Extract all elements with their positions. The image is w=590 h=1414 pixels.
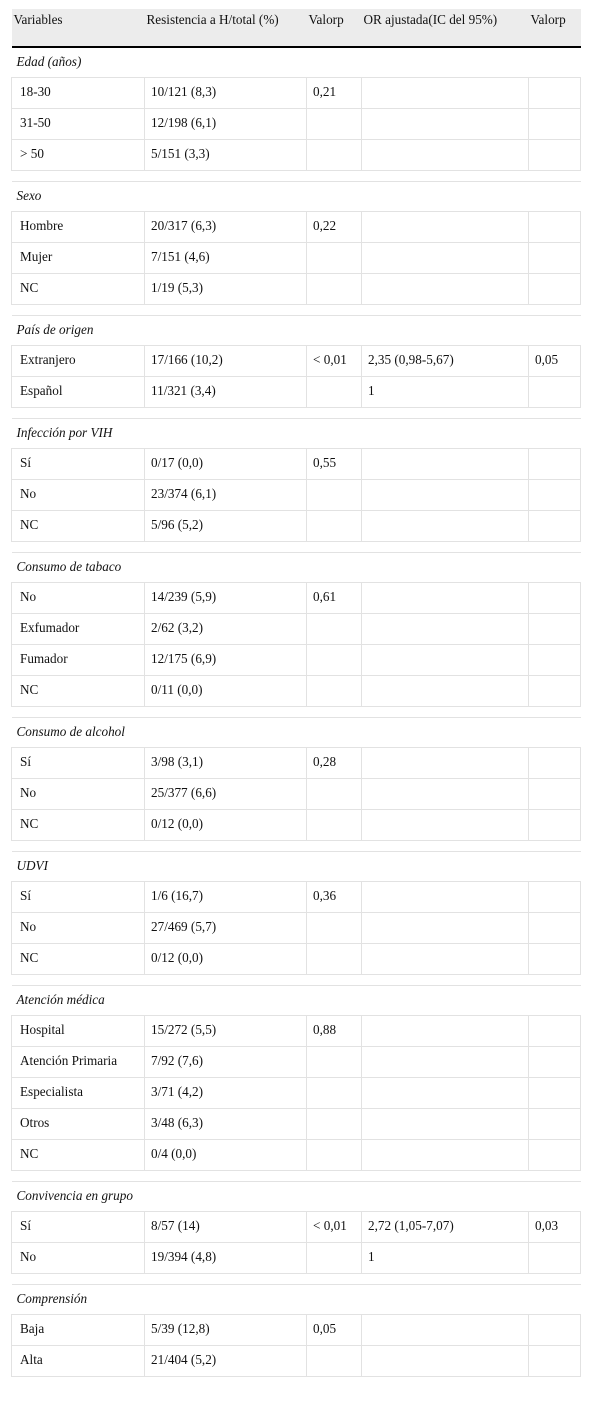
cell-resistance: 0/12 (0,0) xyxy=(145,944,307,975)
table-row xyxy=(12,748,581,779)
cell-resistance: 11/321 (3,4) xyxy=(145,377,307,408)
cell-adjusted-p-value: 0,05 xyxy=(529,346,581,377)
cell-adjusted-or xyxy=(362,1109,529,1140)
cell-adjusted-or xyxy=(362,243,529,274)
cell-adjusted-or xyxy=(362,810,529,841)
table-row xyxy=(12,645,581,676)
cell-variable: Español xyxy=(12,377,145,408)
cell-p-value xyxy=(307,1140,362,1171)
cell-variable: Baja xyxy=(12,1315,145,1346)
cell-resistance: 0/12 (0,0) xyxy=(145,810,307,841)
group-spacer-row xyxy=(12,841,581,852)
cell-adjusted-or xyxy=(362,1315,529,1346)
header-adjusted-or: OR ajustada(IC del 95%) xyxy=(362,9,529,47)
cell-resistance: 12/175 (6,9) xyxy=(145,645,307,676)
table-row xyxy=(12,109,581,140)
cell-p-value: < 0,01 xyxy=(307,1212,362,1243)
cell-adjusted-or: 2,72 (1,05-7,07) xyxy=(362,1212,529,1243)
table-row xyxy=(12,1243,581,1274)
cell-adjusted-p-value xyxy=(529,78,581,109)
cell-p-value: 0,36 xyxy=(307,882,362,913)
cell-p-value xyxy=(307,243,362,274)
cell-resistance: 3/98 (3,1) xyxy=(145,748,307,779)
cell-p-value xyxy=(307,109,362,140)
cell-resistance: 3/71 (4,2) xyxy=(145,1078,307,1109)
cell-p-value xyxy=(307,274,362,305)
table-header-row xyxy=(12,9,581,47)
table-row xyxy=(12,944,581,975)
cell-adjusted-p-value xyxy=(529,511,581,542)
table-row xyxy=(12,243,581,274)
group-title: Sexo xyxy=(12,182,581,212)
table-row xyxy=(12,583,581,614)
cell-adjusted-p-value xyxy=(529,377,581,408)
cell-adjusted-or xyxy=(362,1140,529,1171)
cell-resistance: 8/57 (14) xyxy=(145,1212,307,1243)
cell-variable: Sí xyxy=(12,882,145,913)
group-header-row xyxy=(12,47,581,78)
cell-resistance: 19/394 (4,8) xyxy=(145,1243,307,1274)
cell-p-value: < 0,01 xyxy=(307,346,362,377)
cell-resistance: 5/39 (12,8) xyxy=(145,1315,307,1346)
header-adjusted-p-value: Valorp xyxy=(529,9,581,47)
cell-adjusted-or xyxy=(362,511,529,542)
cell-resistance: 15/272 (5,5) xyxy=(145,1016,307,1047)
cell-variable: Sí xyxy=(12,449,145,480)
group-header-row xyxy=(12,986,581,1016)
group-header-row xyxy=(12,852,581,882)
cell-adjusted-or xyxy=(362,78,529,109)
cell-variable: Sí xyxy=(12,748,145,779)
table-row xyxy=(12,1315,581,1346)
table-row xyxy=(12,810,581,841)
table-row xyxy=(12,1109,581,1140)
cell-variable: Atención Primaria xyxy=(12,1047,145,1078)
cell-adjusted-p-value xyxy=(529,1315,581,1346)
cell-p-value: 0,55 xyxy=(307,449,362,480)
cell-resistance: 17/166 (10,2) xyxy=(145,346,307,377)
group-spacer xyxy=(12,408,581,419)
group-title: Convivencia en grupo xyxy=(12,1182,581,1212)
group-spacer-row xyxy=(12,305,581,316)
table-row xyxy=(12,212,581,243)
cell-adjusted-or xyxy=(362,779,529,810)
cell-resistance: 27/469 (5,7) xyxy=(145,913,307,944)
cell-adjusted-p-value xyxy=(529,109,581,140)
cell-adjusted-or: 1 xyxy=(362,1243,529,1274)
cell-p-value: 0,21 xyxy=(307,78,362,109)
cell-adjusted-or xyxy=(362,913,529,944)
cell-adjusted-or xyxy=(362,1016,529,1047)
cell-p-value: 0,88 xyxy=(307,1016,362,1047)
group-title: Comprensión xyxy=(12,1285,581,1315)
cell-p-value xyxy=(307,614,362,645)
group-spacer-row xyxy=(12,542,581,553)
cell-p-value: 0,28 xyxy=(307,748,362,779)
cell-p-value xyxy=(307,480,362,511)
cell-variable: No xyxy=(12,583,145,614)
header-p-value: Valorp xyxy=(307,9,362,47)
cell-resistance: 12/198 (6,1) xyxy=(145,109,307,140)
cell-p-value xyxy=(307,1346,362,1377)
cell-adjusted-or xyxy=(362,480,529,511)
cell-variable: No xyxy=(12,1243,145,1274)
cell-adjusted-or: 2,35 (0,98-5,67) xyxy=(362,346,529,377)
group-spacer xyxy=(12,707,581,718)
group-header-row xyxy=(12,553,581,583)
cell-adjusted-p-value xyxy=(529,243,581,274)
cell-resistance: 20/317 (6,3) xyxy=(145,212,307,243)
cell-variable: NC xyxy=(12,511,145,542)
cell-adjusted-p-value xyxy=(529,1078,581,1109)
cell-p-value xyxy=(307,1047,362,1078)
cell-variable: Fumador xyxy=(12,645,145,676)
group-spacer xyxy=(12,305,581,316)
cell-adjusted-p-value xyxy=(529,212,581,243)
group-title: País de origen xyxy=(12,316,581,346)
cell-resistance: 10/121 (8,3) xyxy=(145,78,307,109)
cell-p-value xyxy=(307,377,362,408)
table-row xyxy=(12,377,581,408)
group-spacer xyxy=(12,1274,581,1285)
cell-variable: Extranjero xyxy=(12,346,145,377)
cell-p-value xyxy=(307,140,362,171)
group-spacer-row xyxy=(12,1274,581,1285)
group-spacer-row xyxy=(12,171,581,182)
group-title: Edad (años) xyxy=(12,47,581,78)
group-spacer xyxy=(12,975,581,986)
cell-adjusted-p-value xyxy=(529,810,581,841)
group-title: Consumo de alcohol xyxy=(12,718,581,748)
table-row xyxy=(12,1212,581,1243)
cell-adjusted-or xyxy=(362,1346,529,1377)
cell-resistance: 1/19 (5,3) xyxy=(145,274,307,305)
cell-p-value: 0,22 xyxy=(307,212,362,243)
cell-variable: No xyxy=(12,913,145,944)
cell-adjusted-p-value xyxy=(529,449,581,480)
table-row xyxy=(12,1346,581,1377)
cell-resistance: 23/374 (6,1) xyxy=(145,480,307,511)
cell-adjusted-p-value xyxy=(529,944,581,975)
table-row xyxy=(12,78,581,109)
cell-adjusted-p-value xyxy=(529,1016,581,1047)
cell-adjusted-p-value xyxy=(529,913,581,944)
cell-resistance: 1/6 (16,7) xyxy=(145,882,307,913)
table-row xyxy=(12,913,581,944)
cell-adjusted-or xyxy=(362,109,529,140)
cell-adjusted-or xyxy=(362,583,529,614)
cell-p-value xyxy=(307,645,362,676)
group-title: Consumo de tabaco xyxy=(12,553,581,583)
cell-resistance: 3/48 (6,3) xyxy=(145,1109,307,1140)
cell-p-value xyxy=(307,810,362,841)
cell-resistance: 25/377 (6,6) xyxy=(145,779,307,810)
cell-variable: NC xyxy=(12,676,145,707)
table-row xyxy=(12,1140,581,1171)
cell-variable: NC xyxy=(12,1140,145,1171)
group-spacer-row xyxy=(12,707,581,718)
cell-variable: 31-50 xyxy=(12,109,145,140)
group-title: Atención médica xyxy=(12,986,581,1016)
cell-p-value: 0,05 xyxy=(307,1315,362,1346)
group-spacer-row xyxy=(12,975,581,986)
table-row xyxy=(12,511,581,542)
cell-adjusted-or: 1 xyxy=(362,377,529,408)
cell-variable: Especialista xyxy=(12,1078,145,1109)
cell-variable: > 50 xyxy=(12,140,145,171)
group-title: Infección por VIH xyxy=(12,419,581,449)
cell-adjusted-or xyxy=(362,676,529,707)
cell-variable: Alta xyxy=(12,1346,145,1377)
cell-p-value xyxy=(307,511,362,542)
cell-adjusted-p-value xyxy=(529,140,581,171)
cell-resistance: 2/62 (3,2) xyxy=(145,614,307,645)
cell-p-value xyxy=(307,944,362,975)
cell-p-value xyxy=(307,676,362,707)
cell-resistance: 0/17 (0,0) xyxy=(145,449,307,480)
cell-variable: 18-30 xyxy=(12,78,145,109)
cell-p-value xyxy=(307,1078,362,1109)
cell-adjusted-p-value xyxy=(529,645,581,676)
cell-adjusted-p-value: 0,03 xyxy=(529,1212,581,1243)
cell-adjusted-p-value xyxy=(529,480,581,511)
group-header-row xyxy=(12,718,581,748)
header-variables: Variables xyxy=(12,9,145,47)
cell-adjusted-or xyxy=(362,614,529,645)
cell-adjusted-p-value xyxy=(529,274,581,305)
cell-adjusted-or xyxy=(362,212,529,243)
cell-variable: Hombre xyxy=(12,212,145,243)
group-header-row xyxy=(12,419,581,449)
cell-resistance: 21/404 (5,2) xyxy=(145,1346,307,1377)
group-header-row xyxy=(12,1285,581,1315)
group-spacer xyxy=(12,841,581,852)
table-row xyxy=(12,1016,581,1047)
group-spacer-row xyxy=(12,1171,581,1182)
header-resistance: Resistencia a H/total (%) xyxy=(145,9,307,47)
cell-p-value xyxy=(307,779,362,810)
cell-adjusted-or xyxy=(362,449,529,480)
cell-resistance: 5/151 (3,3) xyxy=(145,140,307,171)
cell-adjusted-p-value xyxy=(529,614,581,645)
group-header-row xyxy=(12,1182,581,1212)
cell-p-value xyxy=(307,913,362,944)
table-row xyxy=(12,882,581,913)
cell-adjusted-or xyxy=(362,944,529,975)
cell-p-value xyxy=(307,1243,362,1274)
cell-p-value: 0,61 xyxy=(307,583,362,614)
table-row xyxy=(12,480,581,511)
cell-adjusted-p-value xyxy=(529,1140,581,1171)
table-row xyxy=(12,346,581,377)
group-spacer-row xyxy=(12,408,581,419)
cell-adjusted-or xyxy=(362,748,529,779)
group-header-row xyxy=(12,182,581,212)
group-spacer xyxy=(12,1171,581,1182)
cell-adjusted-or xyxy=(362,140,529,171)
cell-resistance: 5/96 (5,2) xyxy=(145,511,307,542)
cell-adjusted-p-value xyxy=(529,779,581,810)
cell-adjusted-or xyxy=(362,274,529,305)
cell-variable: Hospital xyxy=(12,1016,145,1047)
cell-resistance: 7/92 (7,6) xyxy=(145,1047,307,1078)
table-row xyxy=(12,140,581,171)
cell-variable: NC xyxy=(12,274,145,305)
cell-variable: NC xyxy=(12,810,145,841)
cell-adjusted-p-value xyxy=(529,882,581,913)
cell-resistance: 7/151 (4,6) xyxy=(145,243,307,274)
table-row xyxy=(12,676,581,707)
risk-factors-table xyxy=(11,9,581,1377)
cell-adjusted-p-value xyxy=(529,583,581,614)
table-row xyxy=(12,274,581,305)
cell-variable: NC xyxy=(12,944,145,975)
cell-adjusted-or xyxy=(362,1047,529,1078)
table-body xyxy=(12,47,581,1377)
cell-p-value xyxy=(307,1109,362,1140)
cell-adjusted-or xyxy=(362,1078,529,1109)
cell-resistance: 0/11 (0,0) xyxy=(145,676,307,707)
table-row xyxy=(12,1078,581,1109)
cell-adjusted-or xyxy=(362,882,529,913)
cell-adjusted-or xyxy=(362,645,529,676)
cell-adjusted-p-value xyxy=(529,1109,581,1140)
cell-variable: Otros xyxy=(12,1109,145,1140)
group-spacer xyxy=(12,171,581,182)
table-row xyxy=(12,1047,581,1078)
cell-variable: Sí xyxy=(12,1212,145,1243)
cell-resistance: 14/239 (5,9) xyxy=(145,583,307,614)
table-row xyxy=(12,779,581,810)
group-spacer xyxy=(12,542,581,553)
group-header-row xyxy=(12,316,581,346)
cell-variable: No xyxy=(12,480,145,511)
cell-adjusted-p-value xyxy=(529,1346,581,1377)
cell-variable: No xyxy=(12,779,145,810)
cell-adjusted-p-value xyxy=(529,1243,581,1274)
cell-adjusted-p-value xyxy=(529,1047,581,1078)
cell-resistance: 0/4 (0,0) xyxy=(145,1140,307,1171)
cell-adjusted-p-value xyxy=(529,676,581,707)
cell-adjusted-p-value xyxy=(529,748,581,779)
table-row xyxy=(12,614,581,645)
group-title: UDVI xyxy=(12,852,581,882)
cell-variable: Mujer xyxy=(12,243,145,274)
cell-variable: Exfumador xyxy=(12,614,145,645)
table-row xyxy=(12,449,581,480)
